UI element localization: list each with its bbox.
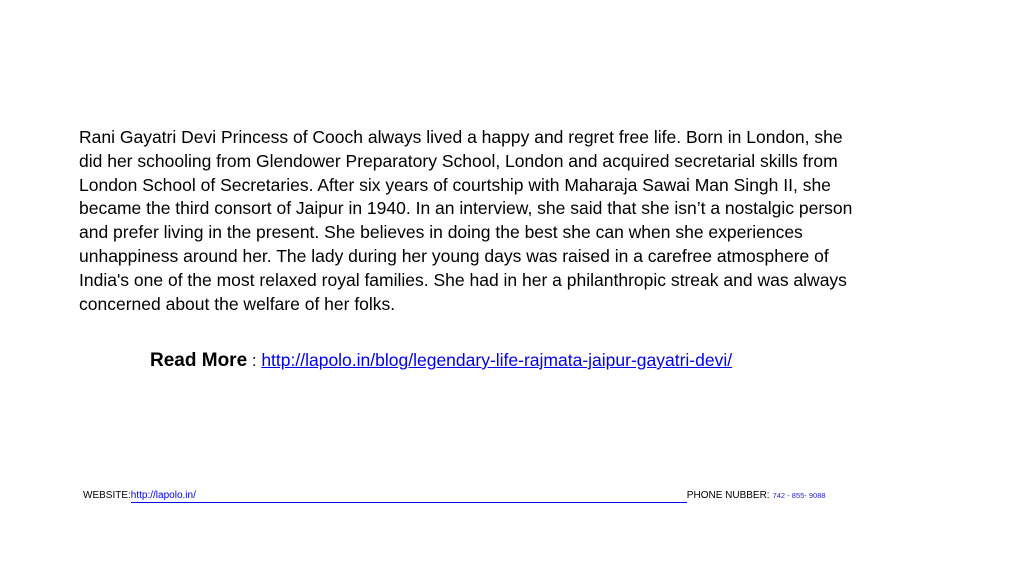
website-label: WEBSITE: xyxy=(83,490,131,501)
article-paragraph: Rani Gayatri Devi Princess of Cooch always lived a happy and regret free life. Born in London, she did her schooling from Glendower Preparatory School, London and acquired secretarial skills from London School of Secretaries. After six years of courtship with Maharaja Sawai Man Singh II, she became the third consort of Jaipur in 1940. In an interview, she said that she isn’t a nostalgic person and prefer living in the present. She believes in doing the best she can when she experiences unhappiness around her. The lady during her young days was raised in a carefree atmosphere of India's one of the most relaxed royal families. She had in her a philanthropic streak and was always concerned about the welfare of her folks. xyxy=(79,127,853,314)
read-more-line xyxy=(150,347,732,374)
website-link[interactable]: http://lapolo.in/ xyxy=(131,490,687,503)
phone-label: PHONE NUBBER: xyxy=(686,490,770,501)
phone-number: 742 - 855- 9088 xyxy=(772,491,826,500)
read-more-label: Read More xyxy=(150,350,248,371)
read-more-link[interactable]: http://lapolo.in/blog/legendary-life-rajmata-jaipur-gayatri-devi/ xyxy=(261,350,733,370)
footer xyxy=(83,489,826,503)
read-more-separator: : xyxy=(247,351,262,370)
